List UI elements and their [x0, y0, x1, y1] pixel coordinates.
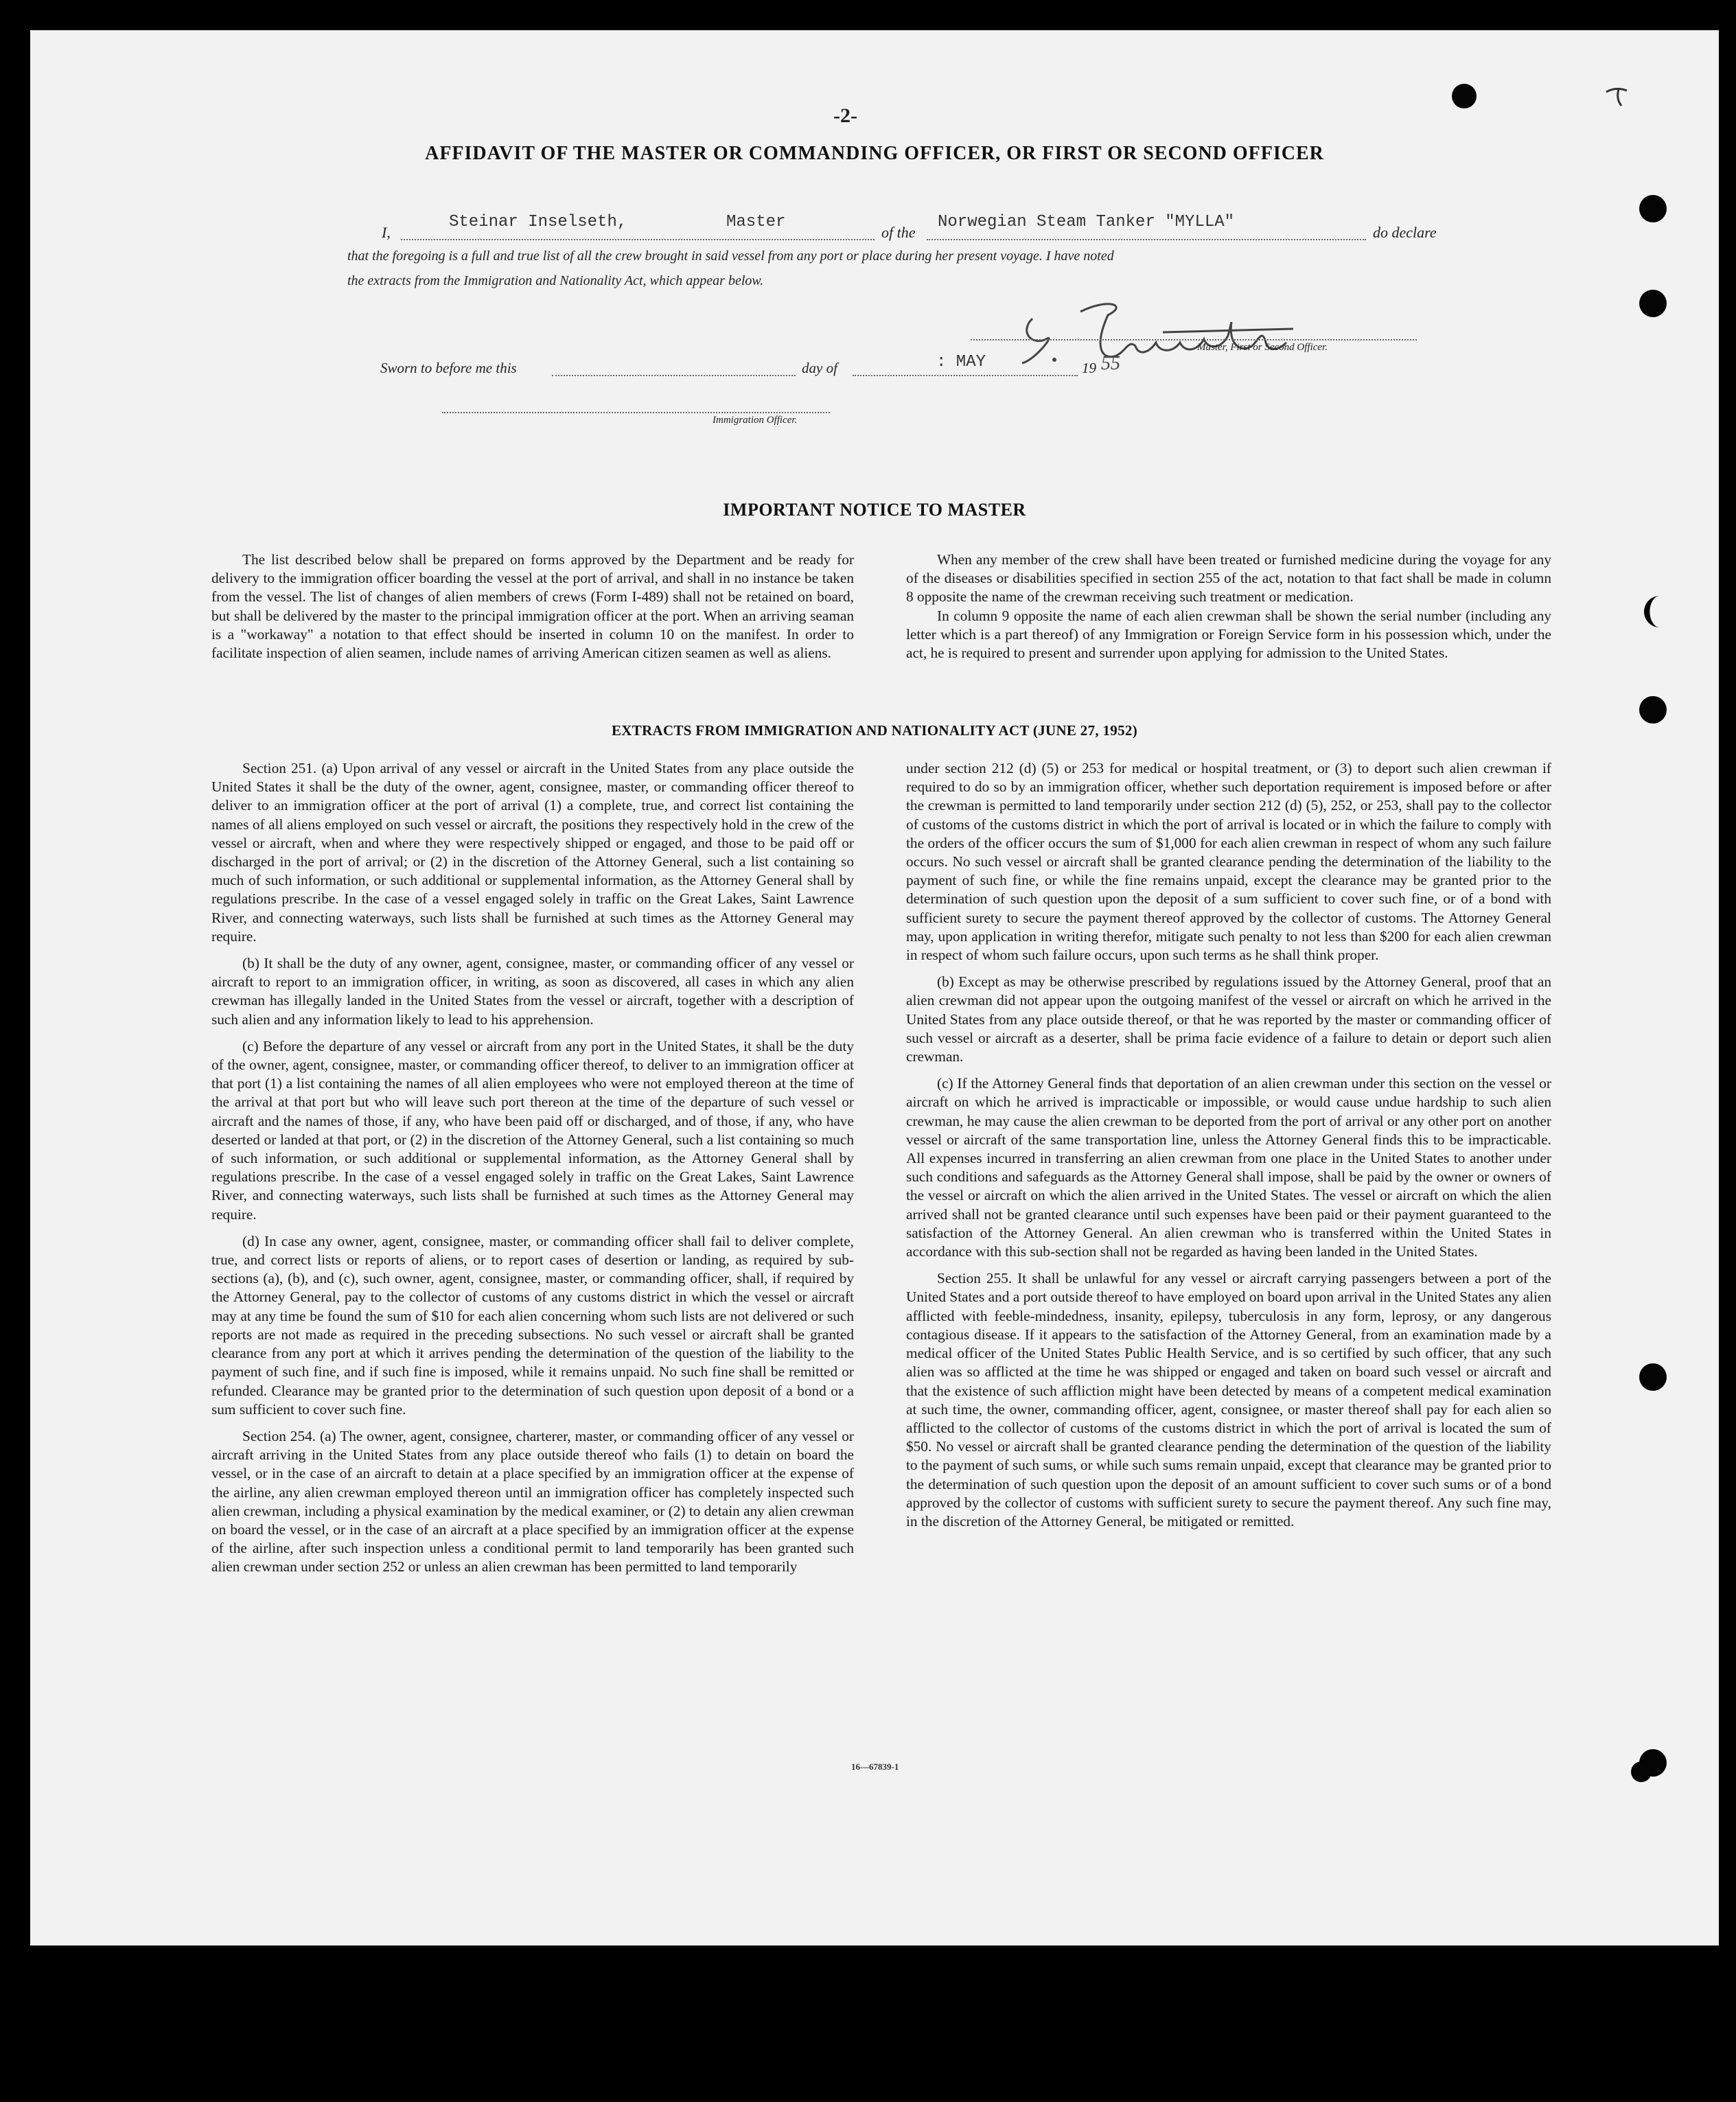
year-prefix: 19: [1082, 360, 1096, 376]
do-declare-label: do declare: [1373, 224, 1437, 241]
sworn-label: Sworn to before me this: [380, 360, 517, 376]
year-handwritten: 55: [1101, 353, 1120, 374]
section-255: Section 255. It shall be unlawful for any vessel or aircraft carrying passengers between a port of the United States and a port outside thereof to have employed on board upon arrival in the United States any alien afflicted with feeble-mindedness, insanity, epilepsy, tuberculosis in any form, leprosy, or any dangerous contagious disease. If it appears to the satisfaction of the Attorney General, from an examination made by a medical officer of the United States Public Health Service, and is so certified by such officer, that any such alien was so afflicted at the time he was shipped or engaged and taken on board such vessel or aircraft and that the existence of such affliction might have been detected by means of a competent medical examination at such time, the owner, commanding officer, agent, consignee, or master thereof shall pay for each alien so afflicted to the collector of customs of the customs district in which the port of arrival is located the sum of $50. No vessel or aircraft shall be granted clearance pending the determination of the question of the liability to the payment of such sums, or while such sums remain unpaid, except that clearance may be granted prior to the determination of such question upon the deposit of an amount sufficient to cover such sums or of a bond approved by the collector of customs with sufficient surety to secure the payment thereof. Any such fine may, in the discretion of the Attorney General, be mitigated or remitted.: [906, 1270, 1551, 1529]
notice-left-column: [211, 551, 854, 662]
master-rank: Master: [726, 213, 786, 231]
section-254-a: Section 254. (a) The owner, agent, consignee, charterer, master, or commanding officer of any vessel or aircraft arriving in the United States from any place outside thereof who fails (1) to detain on board the vessel, or in the case of an aircraft to detain at a place specified by an immigration officer at the expense of the airline, any alien crewman employed thereon until an immigration officer has completely inspected such alien crewman, including a physical examination by the medical examiner, or (2) to detain any alien crewman on board the vessel, or in the case of an aircraft at a place specified by an immigration officer at the expense of the airline, after such inspection unless a conditional permit to land temporarily has been granted such alien crewman under section 252 or unless an alien crewman has been permitted to land temporarily: [211, 1427, 854, 1575]
extracts-right-column: [906, 759, 1551, 1531]
vessel-name: Norwegian Steam Tanker "MYLLA": [938, 213, 1235, 231]
section-251-c: (c) Before the departure of any vessel or aircraft from any port in the United States, it shall be the duty of the owner, agent, consignee, master, or commanding officer thereof, to deliver to an immigration officer at that port (1) a list containing the names of all alien employees who were not employed thereon at the time of the arrival at that port but who will leave such port thereon at the time of the departure of such vessel or aircraft and the names of those, if any, who have been paid off or discharged, and of those, if any, who have deserted or landed at that port, or (2) in the discretion of the Attorney General, such a list containing so much of such information, or such additional or supplemental information, as the Attorney General shall by regulations prescribe. In the case of a vessel engaged solely in traffic on the Great Lakes, Saint Lawrence River, and connecting waterways, such lists shall be furnished at such times as the Attorney General may require.: [211, 1037, 854, 1223]
name-line: [401, 238, 875, 240]
declaration-line-2: that the foregoing is a full and true list of all the crew brought in said vessel from any port or place during her present voyage. I have noted: [347, 249, 1114, 264]
section-251-d: (d) In case any owner, agent, consignee, master, or commanding officer shall fail to deliver complete, true, and correct lists or reports of aliens, or to report cases of desertion or landing, as required by sub-sections (a), (b), and (c), such owner, agent, consignee, master, or commanding officer, shall, if required by the Attorney General, pay to the collector of customs of any customs district in which the vessel or aircraft may at any time be found the sum of $10 for each alien concerning whom such lists are not delivered or such reports are not made as required in the preceding subsections. No such vessel or aircraft shall be granted clearance from any port at which it arrives pending the determination of the question of the liability to the payment of such fine, and if such fine is imposed, while it remains unpaid. No such fine shall be remitted or refunded. Clearance may be granted prior to the determination of such question upon deposit of a bond or a sum sufficient to cover such fine.: [211, 1232, 854, 1418]
notice-right-paragraph-1: When any member of the crew shall have been treated or furnished medicine during the voyage for any of the diseases or disabilities specified in section 255 of the act, notation to that fact shall be made in column 8 opposite the name of the crewman receiving such treatment or medication.: [906, 551, 1551, 605]
binder-hole-7: [1631, 1762, 1652, 1782]
form-number: 16—67839-1: [851, 1762, 899, 1772]
binder-hole-3: [1639, 290, 1667, 317]
day-of-label: day of: [802, 360, 837, 376]
section-251-a: Section 251. (a) Upon arrival of any vessel or aircraft in the United States from any place outside the United States it shall be the duty of the owner, agent, consignee, master, or commanding officer thereof to deliver to an immigration officer at the port of arrival (1) a complete, true, and correct list containing the names of all aliens employed on such vessel or aircraft, the positions they respectively hold in the crew of the vessel or aircraft, when and where they were respectively shipped or engaged, and those to be paid off or discharged in the port of arrival; or (2) in the discretion of the Attorney General, such a list containing so much of such information, or such additional or supplemental information, as the Attorney General shall by regulations prescribe. In the case of a vessel engaged solely in traffic on the Great Lakes, Saint Lawrence River, and connecting waterways, such lists shall be furnished at such times as the Attorney General may require.: [211, 760, 854, 945]
signer-caption: Master, First or Second Officer.: [1197, 342, 1328, 353]
section-254-b: (b) Except as may be otherwise prescribed by regulations issued by the Attorney General, proof that an alien crewman did not appear upon the outgoing manifest of the vessel or aircraft on which he arrived in the United States from any place outside thereof, or that he was reported by the master or commanding officer of such vessel or aircraft as a deserter, shall be prima facie evidence of a failure to detain or deport such alien crewman.: [906, 973, 1551, 1065]
notice-right-paragraph-2: In column 9 opposite the name of each alien crewman shall be shown the serial number (including any letter which is a part thereof) of any Immigration or Foreign Service form in his possession which, under the act, he is required to present and surrender upon applying for admission to the United States.: [906, 607, 1551, 662]
page-mark: -2-: [833, 104, 857, 127]
binder-hole-1: [1452, 84, 1477, 108]
master-signature: [1005, 291, 1307, 373]
master-name: Steinar Inselseth,: [449, 213, 627, 231]
affidavit-title: AFFIDAVIT OF THE MASTER OR COMMANDING OFFICER, OR FIRST OR SECOND OFFICER: [425, 143, 1324, 164]
sworn-day-line: [552, 373, 796, 376]
document-page: [30, 30, 1719, 1945]
notice-right-column: [906, 551, 1551, 662]
immigration-officer-caption: Immigration Officer.: [713, 415, 798, 426]
section-254-a-continued: under section 212 (d) (5) or 253 for medical or hospital treatment, or (3) to deport such alien crewman if required to do so by an immigration officer, whether such deportation requirement is imposed before or after the crewman is permitted to land temporarily under section 212 (d) (5), 252, or 253, shall pay to the collector of customs of the customs district in which the port of arrival is located or in which the failure to comply with the orders of the officer occurs the sum of $1,000 for each alien crewman in respect of whom any such failure occurs. No such vessel or aircraft shall be granted clearance pending the determination of the liability to the payment of such fine, or while the fine remains unpaid, except the clearance may be granted prior to the determination of such question upon the deposit of a sum sufficient to cover such fine, or of a bond with sufficient surety to secure the payment thereof approved by the collector of customs. The Attorney General may, upon application in writing therefor, mitigate such penalty to not less than $200 for each alien crewman in respect of whom such failure occurs, upon such terms as he shall think proper.: [906, 760, 1551, 964]
of-the-label: of the: [881, 224, 916, 241]
binder-half-hole: [1639, 594, 1667, 629]
section-254-c: (c) If the Attorney General finds that deportation of an alien crewman under this section on the vessel or aircraft on which he arrived is impracticable or impossible, or would cause undue hardship to such alien crewman, he may cause the alien crewman to be deported from the port of arrival or any other port on another vessel or aircraft of the same transportation line, unless the Attorney General finds this to be impracticable. All expenses incurred in transferring an alien crewman from one place in the United States to another under such conditions and safeguards as the Attorney General shall impose, shall be paid by the owner or owners of the vessel or aircraft on which the alien arrived in the United States. The vessel or aircraft on which the alien arrived shall not be granted clearance until such expenses have been paid or their payment guaranteed to the satisfaction of the Attorney General. An alien crewman who is transferred within the United States in accordance with this sub-section shall not be regarded as having been landed in the United States.: [906, 1075, 1551, 1260]
sworn-month: : MAY: [936, 353, 986, 371]
vessel-line: [927, 238, 1366, 240]
binder-hole-5: [1639, 1363, 1667, 1391]
binder-hole-4: [1639, 696, 1667, 724]
prefix-i: I,: [382, 224, 391, 241]
notice-title: IMPORTANT NOTICE TO MASTER: [723, 500, 1026, 520]
corner-mark: [1604, 82, 1631, 110]
notice-left-paragraph: The list described below shall be prepared on forms approved by the Department and be ready for delivery to the immigration officer boarding the vessel at the port of arrival, and shall in no instance be taken from the vessel. The list of changes of alien members of crews (Form I-489) shall not be retained on board, but shall be delivered by the master to the principal immigration officer at the port. When an arriving seaman is a "workaway" a notation to that effect should be inserted in column 10 on the manifest. In order to facilitate inspection of alien seamen, include names of arriving American citizen seamen as well as aliens.: [211, 551, 854, 662]
signature-line: [971, 338, 1417, 340]
extracts-left-column: [211, 759, 854, 1577]
month-line: [853, 373, 1078, 376]
binder-hole-2: [1639, 195, 1667, 222]
immigration-officer-line: [442, 411, 830, 413]
declaration-line-3: the extracts from the Immigration and Nationality Act, which appear below.: [347, 273, 764, 288]
section-251-b: (b) It shall be the duty of any owner, agent, consignee, master, or commanding officer of any vessel or aircraft to report to an immigration officer, in writing, as soon as discovered, all cases in which any alien crewman has illegally landed in the United States from the vessel or aircraft, together with a description of such alien and any information likely to lead to his apprehension.: [211, 955, 854, 1028]
extracts-title: EXTRACTS FROM IMMIGRATION AND NATIONALITY ACT (JUNE 27, 1952): [612, 722, 1137, 739]
